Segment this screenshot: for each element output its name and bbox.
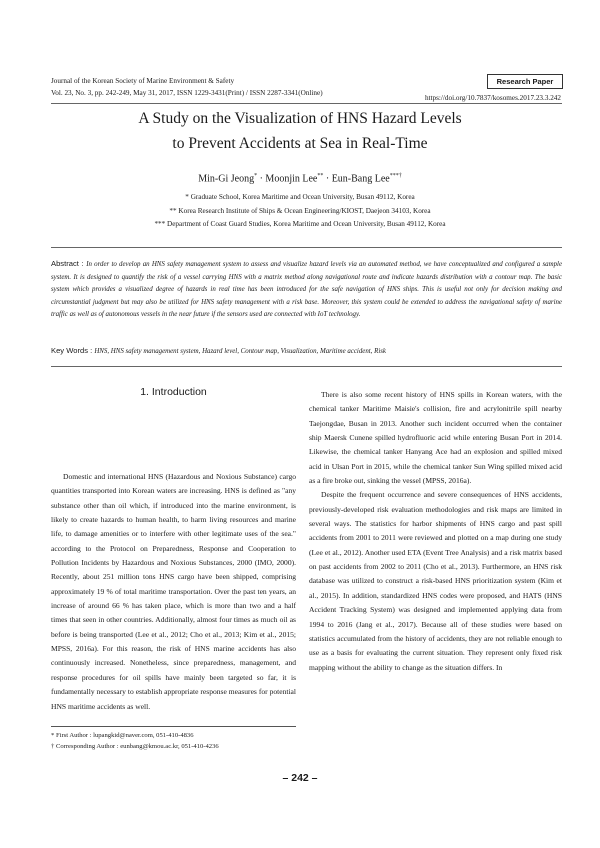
header-rule — [51, 103, 562, 104]
section-heading: 1. Introduction — [140, 386, 207, 398]
author-name: Min-Gi Jeong — [198, 173, 255, 185]
research-paper-badge: Research Paper — [487, 74, 563, 89]
keywords-bottom-rule — [51, 366, 562, 367]
author-name: Eun-Bang Lee — [331, 173, 390, 185]
page-number: – 242 – — [282, 772, 318, 784]
left-column — [51, 470, 296, 714]
abstract-text: In order to develop an HNS safety management system to assess and visualize hazard levels via an automated method, we have conceptualized and configured a sample system. It is designed to quantify the risk of a vessel carrying HNS with a matrix method along navigational route and indicate hazards distribution with a contour map. The basic system which provides a visualized degree of hazards in real time has been introduced for the safe navigation of HNS ships. This is useful not only for decision making and circumstantial judgment but may also be utilized for HNS safety management with a risk base. Moreover, this system could be extended to address the navigational safety of marine traffic as well as of autonomous vessels in the near future if the sensors used are connected with IoT technology. — [51, 261, 562, 319]
affiliations — [0, 191, 600, 232]
author-name: Moonjin Lee — [265, 173, 318, 185]
body-paragraph: Domestic and international HNS (Hazardous and Noxious Substance) cargo quantities transported into Korean waters are increasing. HNS is defined as "any substance other than oil which, if introduced into the marine environment, is likely to create hazards to human health, to harm living resources and marine life, to damage amenities or to interfere with other legitimate uses of the sea." according to the Protocol on Preparedness, Response and Cooperation to Pollution Incidents by Hazardous and Noxious Substances, 2000 (IMO, 2000). Recently, about 251 million tons HNS cargo have been shipped, comprising approximately 19 % of total maritime transportation. Over the past ten years, an increase of around 66 % has taken place, which is more than two and a half times that seen in other countries. Additionally, almost four times as much oil as before is being transported (Lee et al., 2012; Cho et al., 2013; Kim et al., 2015; MPSS, 2016a). For this reason, the risk of HNS marine accidents has also continuously increased. Nonetheless, since preparedness, management, and response procedures for oil spills have mainly been targeted so far, it is fundamentally necessary to establish appropriate response measures for potential HNS maritime accidents as well. — [51, 472, 296, 711]
journal-name: Journal of the Korean Society of Marine Environment & Safety — [51, 77, 235, 85]
footnotes — [51, 731, 219, 752]
keywords-text: HNS, HNS safety management system, Hazard level, Contour map, Visualization, Maritime accident, Risk — [94, 348, 386, 355]
keywords-label: Key Words : — [51, 346, 95, 355]
body-paragraph: Despite the frequent occurrence and severe consequences of HNS accidents, previously-developed risk evaluation methodologies and risk maps are limited in several ways. The statistics for harbor shipments of HNS cargo and past spill accidents from 2001 to 2011 were reviewed and plotted on a map during one study (Lee et al., 2012). Another used ETA (Event Tree Analysis) and a risk matrix based on past accidents from 2002 to 2011 (Cho et al., 2013). Furthermore, an HNS risk database was utilized to construct a risk-based HNS prioritization system (Kim et al., 2015). In addition, standardized HNS codes were proposed, and HATS (HNS Accident Tracking System) was designed and implemented applying data from 1994 to 2016 (Jang et al., 2017). Because all of these studies were based on statistics accumulated from the history of accidents, they are not reliable enough to use as a basis for evaluating the current situation. They represent only fixed risk mapping without the ability to change as the situation differs. In — [309, 490, 562, 672]
author-mark: * — [254, 173, 258, 179]
author-list — [0, 173, 600, 184]
author-separator: · — [323, 173, 332, 185]
title-line-1: A Study on the Visualization of HNS Hazard Levels — [138, 110, 462, 127]
abstract — [51, 258, 562, 322]
footnote-corresponding-author: † Corresponding Author : eunbang@kmou.ac.kr, 051-410-4236 — [51, 742, 219, 750]
journal-header — [51, 75, 323, 99]
author-separator: · — [257, 173, 266, 185]
affiliation: *** Department of Coast Guard Studies, Korea Maritime and Ocean University, Busan 49112, Korea — [154, 220, 446, 228]
keywords — [51, 346, 562, 355]
footnote-rule — [51, 726, 296, 727]
footnote-first-author: * First Author : lupangkid@naver.com, 051-410-4836 — [51, 732, 194, 739]
affiliation: ** Korea Research Institute of Ships & Ocean Engineering/KIOST, Daejeon 34103, Korea — [169, 206, 431, 215]
author-mark: ** — [317, 173, 324, 179]
affiliation: * Graduate School, Korea Maritime and Ocean University, Busan 49112, Korea — [185, 193, 415, 201]
doi-link[interactable]: https://doi.org/10.7837/kosomes.2017.23.3.242 — [424, 94, 561, 102]
right-column — [309, 388, 562, 675]
paper-title — [0, 106, 600, 156]
abstract-label: Abstract : — [51, 259, 87, 268]
title-line-2: to Prevent Accidents at Sea in Real-Time — [172, 135, 428, 152]
author-mark: ***† — [389, 173, 402, 179]
abstract-top-rule — [51, 247, 562, 248]
journal-issue: Vol. 23, No. 3, pp. 242-249, May 31, 2017, ISSN 1229-3431(Print) / ISSN 2287-3341(Online) — [51, 89, 323, 97]
body-paragraph: There is also some recent history of HNS spills in Korean waters, with the chemical tanker Maritime Maisie's collision, fire and acrylonitrile spill nearby Taejongdae, Busan in 2013. Another such incident occurred when the container ship Maersk Cunene spilled hydrofluoric acid while entering Busan Port in 2014. Likewise, the chemical tanker Hanyang Ace had an explosion and spilled mixed acid in Ulsan Port in 2015, while the chemical tanker Sun Wing spilled mixed acid as a fire broke out, sinking the vessel (MPSS, 2016a). — [309, 390, 562, 486]
